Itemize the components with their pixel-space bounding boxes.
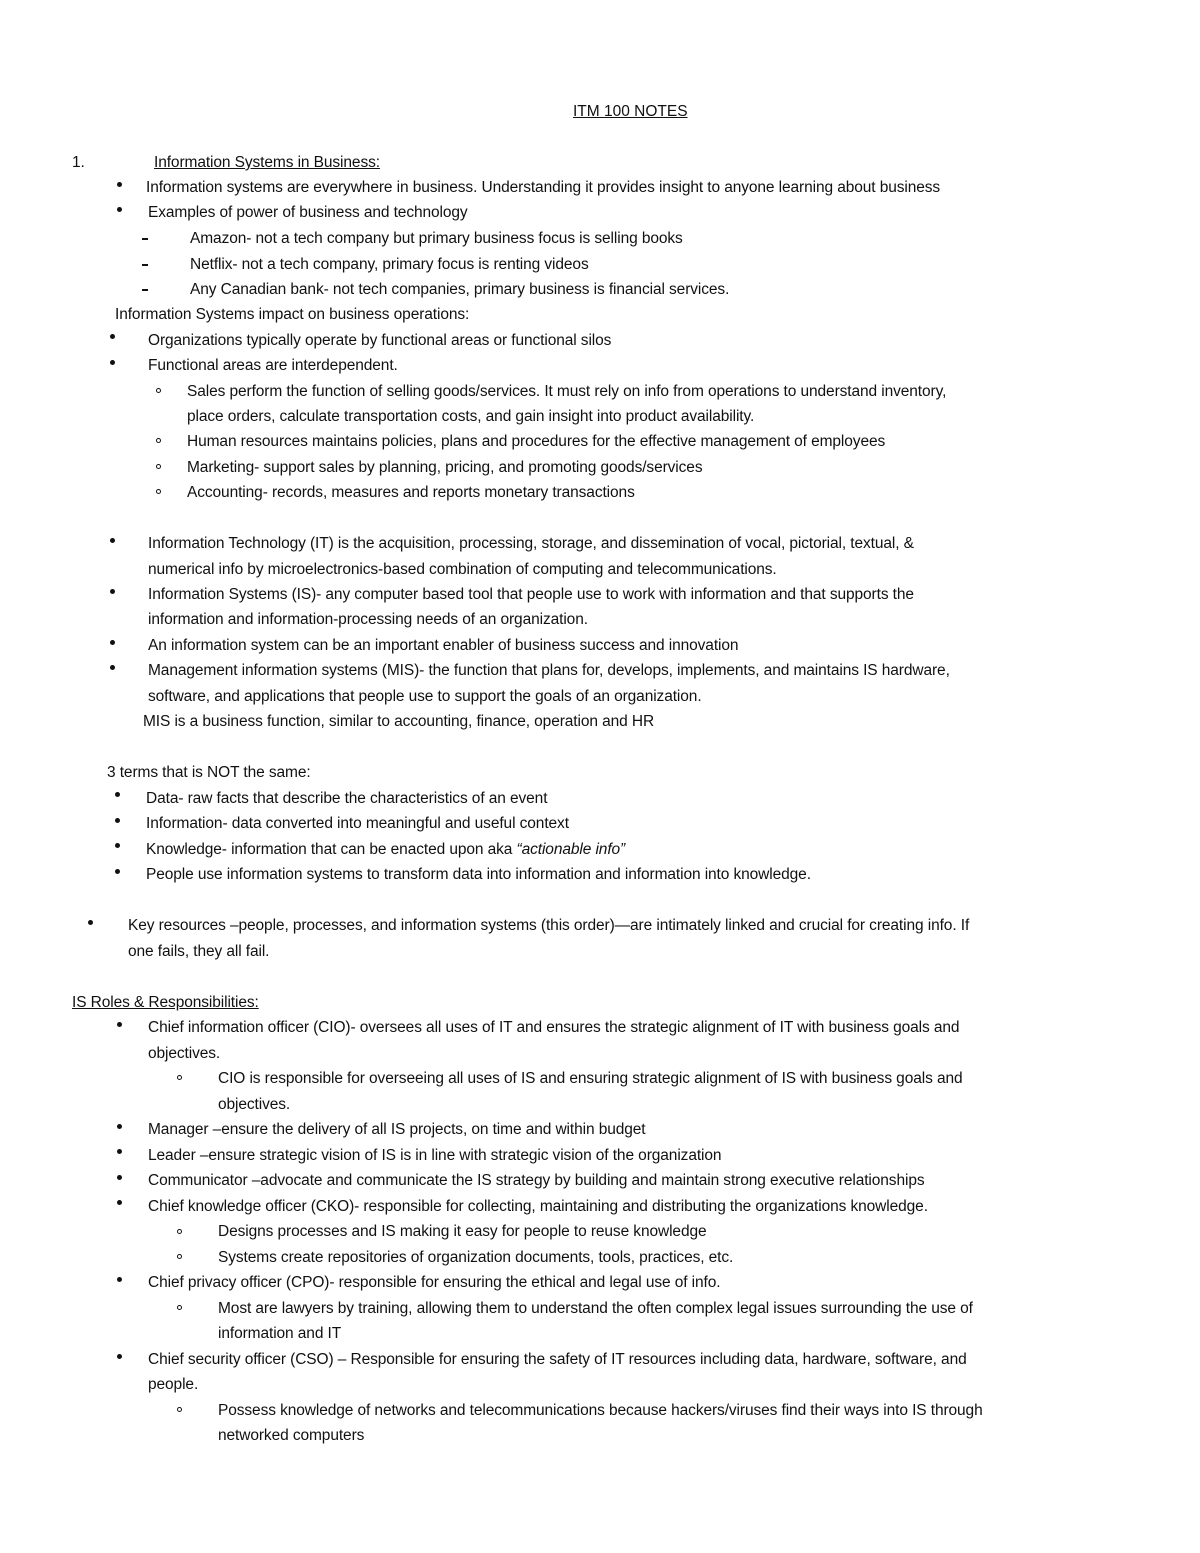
bullet-dot bbox=[88, 920, 93, 925]
dash-marker bbox=[142, 289, 148, 291]
role-text: Leader –ensure strategic vision of IS is in line with strategic vision of the organization bbox=[148, 1147, 722, 1164]
bullet-dot bbox=[117, 182, 122, 187]
bullet-dot bbox=[110, 665, 115, 670]
bullet-dot bbox=[115, 818, 120, 823]
bullet-dot bbox=[117, 1354, 122, 1359]
circle-marker bbox=[156, 438, 161, 443]
bullet-dot bbox=[110, 538, 115, 543]
bullet-dot bbox=[115, 869, 120, 874]
bullet-dot bbox=[117, 1124, 122, 1129]
bullet-text: Information Systems (IS)- any computer based tool that people use to work with information and that supports the bbox=[148, 586, 914, 603]
bullet-dot bbox=[117, 1277, 122, 1282]
bullet-text: software, and applications that people use to support the goals of an organization. bbox=[148, 688, 702, 705]
example-text: Any Canadian bank- not tech companies, primary business is financial services. bbox=[190, 281, 730, 298]
bullet-text: information and information-processing needs of an organization. bbox=[148, 611, 588, 628]
bullet-text: Management information systems (MIS)- the function that plans for, develops, implements, and maintains IS hardware, bbox=[148, 662, 950, 679]
sub-bullet-text: place orders, calculate transportation costs, and gain insight into product availability. bbox=[187, 408, 755, 425]
bullet-dot bbox=[117, 1022, 122, 1027]
role-subtext: Systems create repositories of organization documents, tools, practices, etc. bbox=[218, 1249, 734, 1266]
bullet-text: MIS is a business function, similar to accounting, finance, operation and HR bbox=[143, 713, 655, 730]
bullet-text: Data- raw facts that describe the characteristics of an event bbox=[146, 790, 548, 807]
document-title: ITM 100 NOTES bbox=[573, 103, 688, 120]
circle-marker bbox=[177, 1254, 182, 1259]
bullet-text: Information Technology (IT) is the acquisition, processing, storage, and dissemination of vocal, pictorial, textual, & bbox=[148, 535, 914, 552]
sub-bullet-text: Sales perform the function of selling goods/services. It must rely on info from operations to understand inventory, bbox=[187, 383, 947, 400]
role-text: people. bbox=[148, 1376, 199, 1393]
roles-heading: IS Roles & Responsibilities: bbox=[72, 994, 259, 1011]
role-text: objectives. bbox=[148, 1045, 221, 1062]
circle-marker bbox=[177, 1075, 182, 1080]
bullet-text bbox=[146, 840, 625, 859]
section-number: 1. bbox=[72, 154, 85, 171]
circle-marker bbox=[177, 1229, 182, 1234]
bullet-text: one fails, they all fail. bbox=[128, 943, 270, 960]
role-subtext: CIO is responsible for overseeing all uses of IS and ensuring strategic alignment of IS with business goals and bbox=[218, 1070, 963, 1087]
sub-bullet-text: Accounting- records, measures and reports monetary transactions bbox=[187, 484, 635, 501]
role-subtext: information and IT bbox=[218, 1325, 342, 1342]
bullet-dot bbox=[110, 589, 115, 594]
circle-marker bbox=[156, 464, 161, 469]
dash-marker bbox=[142, 238, 148, 240]
bullet-text: People use information systems to transform data into information and information into knowledge. bbox=[146, 866, 811, 883]
bullet-dot bbox=[117, 1149, 122, 1154]
bullet-text: Information systems are everywhere in business. Understanding it provides insight to anyone learning about business bbox=[146, 179, 941, 196]
circle-marker bbox=[177, 1407, 182, 1412]
bullet-dot bbox=[110, 640, 115, 645]
example-text: Amazon- not a tech company but primary business focus is selling books bbox=[190, 230, 683, 247]
subheading: Information Systems impact on business operations: bbox=[115, 306, 470, 323]
bullet-dot bbox=[115, 843, 120, 848]
role-subtext: networked computers bbox=[218, 1427, 365, 1444]
bullet-text: Functional areas are interdependent. bbox=[148, 357, 398, 374]
role-text: Communicator –advocate and communicate the IS strategy by building and maintain strong executive relationships bbox=[148, 1172, 925, 1189]
bullet-text: Information- data converted into meaningful and useful context bbox=[146, 815, 569, 832]
role-text: Manager –ensure the delivery of all IS projects, on time and within budget bbox=[148, 1121, 646, 1138]
example-text: Netflix- not a tech company, primary focus is renting videos bbox=[190, 256, 589, 273]
role-text: Chief knowledge officer (CKO)- responsible for collecting, maintaining and distributing the organizations knowledge. bbox=[148, 1198, 928, 1215]
circle-marker bbox=[156, 388, 161, 393]
knowledge-text: Knowledge- information that can be enacted upon aka bbox=[146, 841, 517, 858]
bullet-text: Examples of power of business and technology bbox=[148, 204, 468, 221]
bullet-text: numerical info by microelectronics-based combination of computing and telecommunications. bbox=[148, 561, 777, 578]
bullet-text: Organizations typically operate by functional areas or functional silos bbox=[148, 332, 612, 349]
role-subtext: objectives. bbox=[218, 1096, 291, 1113]
bullet-dot bbox=[117, 1175, 122, 1180]
dash-marker bbox=[142, 264, 148, 266]
sub-bullet-text: Marketing- support sales by planning, pricing, and promoting goods/services bbox=[187, 459, 703, 476]
bullet-dot bbox=[110, 334, 115, 339]
bullet-text: An information system can be an important enabler of business success and innovation bbox=[148, 637, 739, 654]
bullet-dot bbox=[110, 360, 115, 365]
circle-marker bbox=[177, 1305, 182, 1310]
role-text: Chief privacy officer (CPO)- responsible for ensuring the ethical and legal use of info. bbox=[148, 1274, 721, 1291]
actionable-info-text: “actionable info” bbox=[516, 841, 626, 858]
role-text: Chief information officer (CIO)- oversees all uses of IT and ensures the strategic alignment of IT with business goals and bbox=[148, 1019, 960, 1036]
bullet-text: Key resources –people, processes, and information systems (this order)—are intimately linked and crucial for creating info. If bbox=[128, 917, 970, 934]
role-subtext: Possess knowledge of networks and telecommunications because hackers/viruses find their ways into IS through bbox=[218, 1402, 983, 1419]
role-subtext: Designs processes and IS making it easy for people to reuse knowledge bbox=[218, 1223, 707, 1240]
bullet-dot bbox=[117, 1200, 122, 1205]
circle-marker bbox=[156, 489, 161, 494]
role-subtext: Most are lawyers by training, allowing them to understand the often complex legal issues surrounding the use of bbox=[218, 1300, 973, 1317]
bullet-dot bbox=[117, 207, 122, 212]
sub-bullet-text: Human resources maintains policies, plans and procedures for the effective management of employees bbox=[187, 433, 886, 450]
subheading: 3 terms that is NOT the same: bbox=[107, 764, 311, 781]
section-heading: Information Systems in Business: bbox=[154, 154, 380, 171]
role-text: Chief security officer (CSO) – Responsible for ensuring the safety of IT resources including data, hardware, software, and bbox=[148, 1351, 967, 1368]
bullet-dot bbox=[115, 792, 120, 797]
